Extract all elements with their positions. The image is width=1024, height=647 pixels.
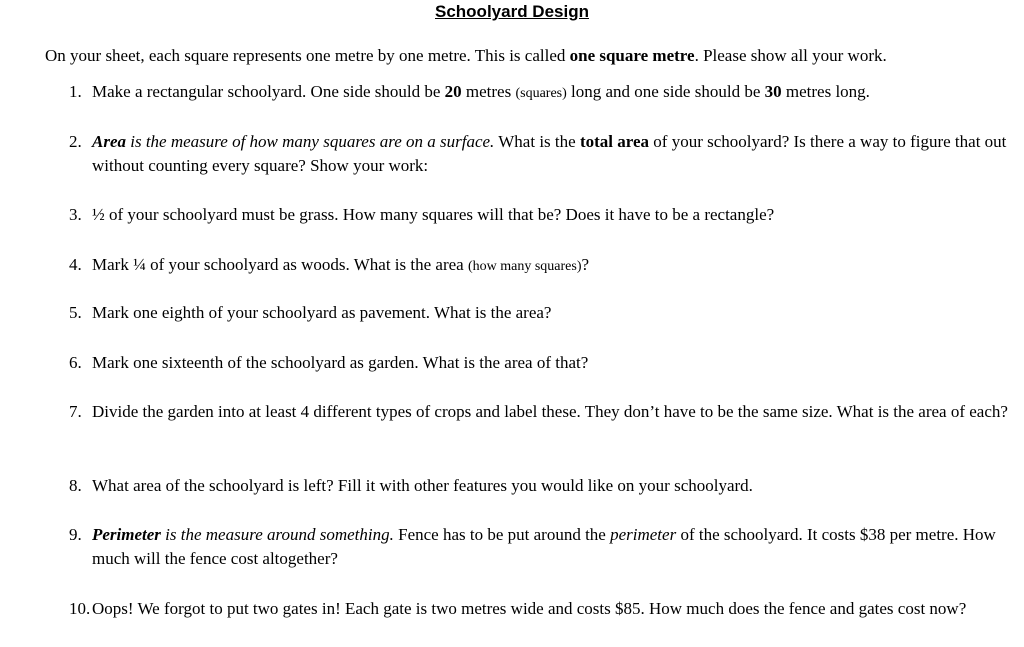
question-number: 2. <box>69 132 82 151</box>
question-text <box>92 80 1009 106</box>
q2-term-area: Area <box>92 132 126 151</box>
q2-text-1: What is the <box>494 132 580 151</box>
intro-text-1: On your sheet, each square represents one metre by one metre. This is called <box>45 46 570 65</box>
question-number: 3. <box>69 205 82 224</box>
question-text: Mark one sixteenth of the schoolyard as garden. What is the area of that? <box>92 353 589 372</box>
q9-definition: is the measure around something. <box>160 525 394 544</box>
question-item <box>69 203 1009 227</box>
question-text: ½ of your schoolyard must be grass. How many squares will that be? Does it have to be a rectangle? <box>92 205 775 224</box>
question-number: 6. <box>69 353 82 372</box>
question-number: 4. <box>69 255 82 274</box>
q1-small-note: (squares) <box>515 86 567 101</box>
question-text: Divide the garden into at least 4 different types of crops and label these. They don’t have to be the same size. What is the area of each? <box>92 402 1008 421</box>
question-text <box>92 130 1009 178</box>
q4-small-note: (how many squares) <box>467 259 582 274</box>
question-text: What area of the schoolyard is left? Fill it with other features you would like on your schoolyard. <box>92 476 753 495</box>
question-number: 7. <box>69 402 82 421</box>
question-item <box>69 400 1009 424</box>
question-item <box>69 597 1009 621</box>
document-title: Schoolyard Design <box>435 2 589 21</box>
q1-text-1: Make a rectangular schoolyard. One side should be <box>92 82 445 101</box>
q1-bold-20: 20 <box>444 82 462 101</box>
q1-text-3: long and one side should be <box>566 82 765 101</box>
q9-term-perimeter: Perimeter <box>92 525 161 544</box>
q4-text-2: ? <box>581 255 590 274</box>
q1-text-2: metres <box>461 82 516 101</box>
question-item <box>69 130 1009 178</box>
question-number: 9. <box>69 525 82 544</box>
question-text: Mark one eighth of your schoolyard as pavement. What is the area? <box>92 303 552 322</box>
question-number: 1. <box>69 82 82 101</box>
question-number: 10. <box>69 599 91 618</box>
intro-paragraph <box>45 44 1015 68</box>
question-item <box>69 253 1009 279</box>
question-item <box>69 80 1009 106</box>
q9-text-2: of the schoolyard. It costs $38 per metre. How much will the fence cost altogether? <box>92 525 996 568</box>
question-item <box>69 301 1009 325</box>
q4-text-1: Mark ¼ of your schoolyard as woods. What is the area <box>92 255 468 274</box>
q1-text-4: metres long. <box>781 82 870 101</box>
intro-bold-term: one square metre <box>569 46 695 65</box>
question-text <box>92 523 1009 571</box>
question-number: 5. <box>69 303 82 322</box>
q2-definition: is the measure of how many squares are on a surface. <box>126 132 495 151</box>
q9-text-1: Fence has to be put around the <box>393 525 611 544</box>
question-number: 8. <box>69 476 82 495</box>
question-item <box>69 474 1009 498</box>
q2-text-2: of your schoolyard? Is there a way to figure that out without counting every square? Show your work: <box>92 132 1007 175</box>
question-text: Oops! We forgot to put two gates in! Each gate is two metres wide and costs $85. How much does the fence and gates cost now? <box>92 599 967 618</box>
q2-bold-total-area: total area <box>579 132 650 151</box>
question-item <box>69 523 1009 571</box>
q9-italic-perimeter: perimeter <box>610 525 677 544</box>
intro-text-2: . Please show all your work. <box>694 46 887 65</box>
question-text <box>92 253 1009 279</box>
question-item <box>69 351 1009 375</box>
q1-bold-30: 30 <box>764 82 782 101</box>
